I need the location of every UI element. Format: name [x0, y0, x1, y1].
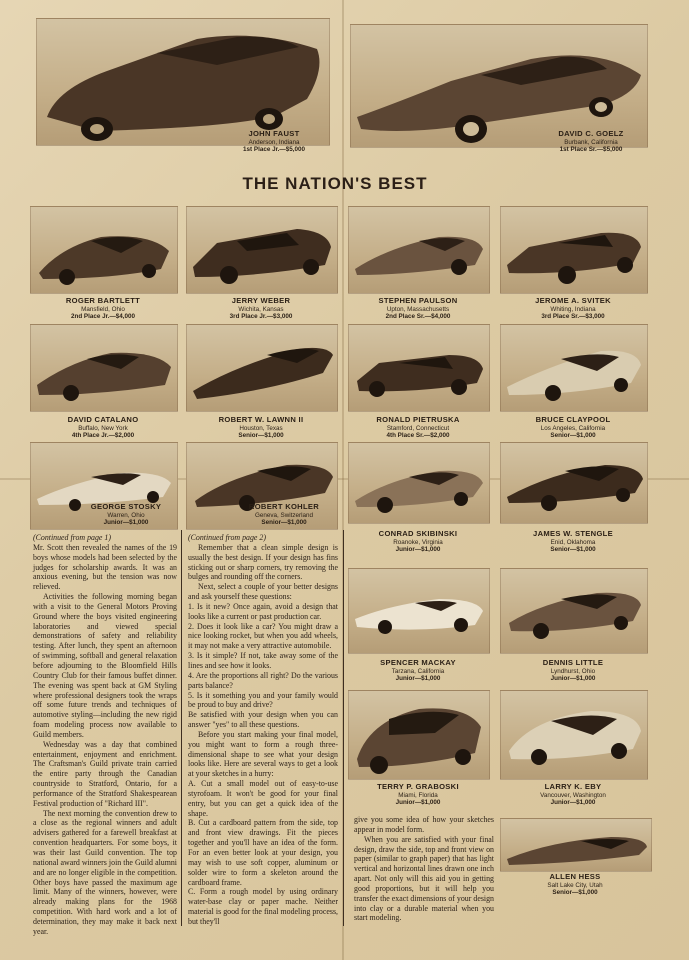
caption-bruce-claypool [500, 416, 646, 439]
winner-name: ROBERT W. LAWNN II [218, 415, 304, 424]
winner-name: RONALD PIETRUSKA [376, 415, 460, 424]
continued-note: (Continued from page 1) [33, 533, 111, 542]
car-photo-roger-bartlett [30, 206, 178, 294]
caption-allen-hess [500, 873, 650, 896]
caption-jerry-weber [186, 297, 336, 320]
winner-name: ALLEN HESS [549, 872, 601, 881]
article-paragraph: give you some idea of how your sketches appear in model form. [354, 815, 494, 834]
winner-place: Junior—$1,000 [395, 798, 441, 806]
article-column-2 [188, 533, 338, 927]
caption-jerome-svitek [500, 297, 646, 320]
caption-robert-kohler [230, 503, 338, 526]
article-paragraph: A. Cut a small model out of easy-to-use styrofoam. It won't be good for your final entry, but you can get a quick idea of the shape. [188, 779, 338, 818]
winner-name: DENNIS LITTLE [542, 658, 604, 667]
winner-name: BRUCE CLAYPOOL [535, 415, 611, 424]
car-photo-jerry-weber [186, 206, 338, 294]
winner-location: Tarzana, California [391, 667, 445, 675]
car-photo-dennis-little [500, 568, 648, 654]
winner-name: LARRY K. EBY [544, 782, 602, 791]
winner-name: JEROME A. SVITEK [535, 296, 611, 305]
winner-location: Wichita, Kansas [238, 305, 284, 313]
car-photo-conrad-skibinski [348, 442, 490, 524]
winner-location: Lyndhurst, Ohio [550, 667, 596, 675]
winner-place: 2nd Place Sr.—$4,000 [385, 312, 451, 320]
caption-spencer-mackay [348, 659, 488, 682]
caption-george-stosky [72, 503, 180, 526]
winner-name: JERRY WEBER [231, 296, 291, 305]
winner-name: JOHN FAUST [248, 129, 300, 138]
page-title: THE NATION'S BEST [242, 174, 428, 193]
article-paragraph: Wednesday was a day that combined entertainment, enjoyment and enrichment. The Craftsman's Guild private train carried the entire party through the Canadian countryside to Stratford, Ontario, for a performance of the Stratford Shakespearean Festival production of "Richard III". [33, 739, 177, 808]
car-photo-ronald-pietruska [348, 324, 490, 412]
caption-dennis-little [500, 659, 646, 682]
winner-location: Burbank, California [564, 138, 618, 146]
winner-location: Roanoke, Virginia [393, 538, 443, 546]
winner-name: TERRY P. GRABOSKI [377, 782, 459, 791]
winner-name: ROGER BARTLETT [65, 296, 141, 305]
car-photo-james-stengle [500, 442, 648, 524]
car-photo-stephen-paulson [348, 206, 490, 294]
winner-name: GEORGE STOSKY [90, 502, 162, 511]
winner-location: Whiting, Indiana [550, 305, 596, 313]
winner-place: 2nd Place Jr.—$4,000 [70, 312, 136, 320]
article-paragraph: 1. Is it new? Once again, avoid a design that looks like a current or past production car. [188, 601, 338, 621]
article-paragraph: Before you start making your final model, you might want to form a rough three-dimensional shape to see what your design looks like. Here are several ways to get a look at your sketches in a hurry: [188, 729, 338, 779]
winner-name: DAVID CATALANO [67, 415, 139, 424]
winner-location: Vancouver, Washington [540, 791, 606, 799]
car-photo-larry-eby [500, 690, 648, 780]
caption-larry-eby [500, 783, 646, 806]
winner-name: SPENCER MACKAY [380, 658, 456, 667]
winner-place: Senior—$1,000 [261, 518, 307, 526]
article-paragraph: B. Cut a cardboard pattern from the side, top and front view drawings. Fit the pieces together and you'll have an idea of the form. For an even better look at your design, you may wish to use soft copper, aluminum or solder wire to form a skeleton around the cardboard frame. [188, 818, 338, 887]
winner-location: Los Angeles, California [540, 424, 606, 432]
column-divider [343, 530, 344, 926]
winner-place: 4th Place Sr.—$2,000 [386, 431, 450, 439]
winner-place: Senior—$1,000 [550, 431, 596, 439]
winner-place: 3rd Place Sr.—$3,000 [541, 312, 605, 320]
winner-location: Upton, Massachusetts [386, 305, 450, 313]
article-paragraph: 5. Is it something you and your family would be proud to buy and drive? [188, 690, 338, 710]
caption-conrad-skibinski [348, 530, 488, 553]
winner-name: STEPHEN PAULSON [378, 296, 458, 305]
winner-place: 1st Place Sr.—$5,000 [559, 145, 623, 153]
article-paragraph: 3. Is it simple? If not, take away some of the lines and see how it looks. [188, 651, 338, 670]
article-paragraph: The next morning the convention drew to a close as the regional winners and adult advisers gathered for a farewell breakfast at convention headquarters. For some boys, it was their last Guild convention. The top national award winners join the Guild alumni and are no longer eligible in the competition. Other boys have passed the maximum age limit. Many of the winners, however, were already making plans for the 1968 competition. With hard work and a lot of determination, they may make it back next year. [33, 808, 177, 936]
winner-place: Junior—$1,000 [550, 798, 596, 806]
car-photo-terry-graboski [348, 690, 490, 780]
continued-note: (Continued from page 2) [188, 533, 266, 542]
winner-location: Miami, Florida [398, 791, 438, 799]
winner-place: Senior—$1,000 [552, 888, 598, 896]
winner-place: Junior—$1,000 [550, 674, 596, 682]
article-column-1 [33, 533, 177, 937]
article-paragraph: When you are satisfied with your final design, draw the side, top and front view on paper (similar to graph paper) that has light vertical and horizontal lines drawn one inch apart. Not only will this aid you in getting good proportions, but it will help you transfer the exact dimensions of your design into clay or a durable material when you start modeling. [354, 834, 494, 923]
caption-david-goelz [528, 130, 654, 153]
winner-location: Buffalo, New York [78, 424, 128, 432]
caption-stephen-paulson [348, 297, 488, 320]
caption-james-stengle [500, 530, 646, 553]
winner-name: DAVID C. GOELZ [558, 129, 624, 138]
article-paragraph: 2. Does it look like a car? You might draw a nice looking rocket, but when you add wheels, it may not make a very attractive automobile. [188, 621, 338, 651]
winner-place: Junior—$1,000 [395, 674, 441, 682]
article-paragraph: Mr. Scott then revealed the names of the 19 boys whose models had been selected by the judges for scholarship awards. It was an anxious evening, but the tension was now relieved. [33, 542, 177, 592]
winner-place: Senior—$1,000 [238, 431, 284, 439]
winner-location: Anderson, Indiana [248, 138, 300, 146]
caption-terry-graboski [348, 783, 488, 806]
column-divider [181, 530, 182, 926]
caption-robert-lawnn [186, 416, 336, 439]
winner-place: 4th Place Jr.—$2,000 [71, 431, 135, 439]
winner-location: Warren, Ohio [107, 511, 145, 519]
car-photo-spencer-mackay [348, 568, 490, 654]
winner-name: ROBERT KOHLER [248, 502, 320, 511]
caption-david-catalano [30, 416, 176, 439]
car-photo-allen-hess [500, 818, 652, 872]
winner-place: Senior—$1,000 [550, 545, 596, 553]
winner-location: Salt Lake City, Utah [547, 881, 603, 889]
winner-location: Enid, Oklahoma [550, 538, 596, 546]
article-column-3 [354, 815, 494, 923]
article-paragraph: Be satisfied with your design when you can answer "yes" to all these questions. [188, 710, 338, 730]
article-paragraph: 4. Are the proportions all right? Do the various parts balance? [188, 670, 338, 690]
winner-location: Houston, Texas [239, 424, 283, 432]
winner-location: Stamford, Connecticut [386, 424, 450, 432]
winner-place: Junior—$1,000 [103, 518, 149, 526]
car-photo-bruce-claypool [500, 324, 648, 412]
winner-location: Geneva, Switzerland [254, 511, 314, 519]
car-photo-david-catalano [30, 324, 178, 412]
article-paragraph: Remember that a clean simple design is usually the best design. If your design has fins sticking out or sharp corners, try removing the bulges and rounding off the corners. [188, 542, 338, 582]
winner-place: Junior—$1,000 [395, 545, 441, 553]
winner-name: JAMES W. STENGLE [533, 529, 613, 538]
car-photo-john-faust [36, 18, 330, 146]
car-photo-robert-lawnn [186, 324, 338, 412]
article-paragraph: Activities the following morning began with a visit to the General Motors Proving Ground where the boys visited engineering laboratories and viewed special demonstrations of safety and reliability testing. After lunch, they spent an afternoon of swimming, softball and general relaxation before adjourning to the Bloomfield Hills Country Club for their famous buffet dinner. The evening was spent back at GM Styling where professional designers took the wraps off some future trends and techniques of automotive styling—including the new rigid foam modeling process now available to Guild members. [33, 592, 177, 739]
caption-ronald-pietruska [348, 416, 488, 439]
article-paragraph: Next, select a couple of your better designs and ask yourself these questions: [188, 582, 338, 602]
winner-place: 3rd Place Jr.—$3,000 [229, 312, 293, 320]
winner-location: Mansfield, Ohio [81, 305, 125, 313]
winner-place: 1st Place Jr.—$5,000 [243, 145, 305, 153]
winner-name: CONRAD SKIBINSKI [378, 529, 458, 538]
article-paragraph: C. Form a rough model by using ordinary water-base clay or paper mache. Neither material is good for the final modeling process, but they'll [188, 887, 338, 926]
caption-john-faust [214, 130, 334, 153]
car-photo-jerome-svitek [500, 206, 648, 294]
caption-roger-bartlett [30, 297, 176, 320]
